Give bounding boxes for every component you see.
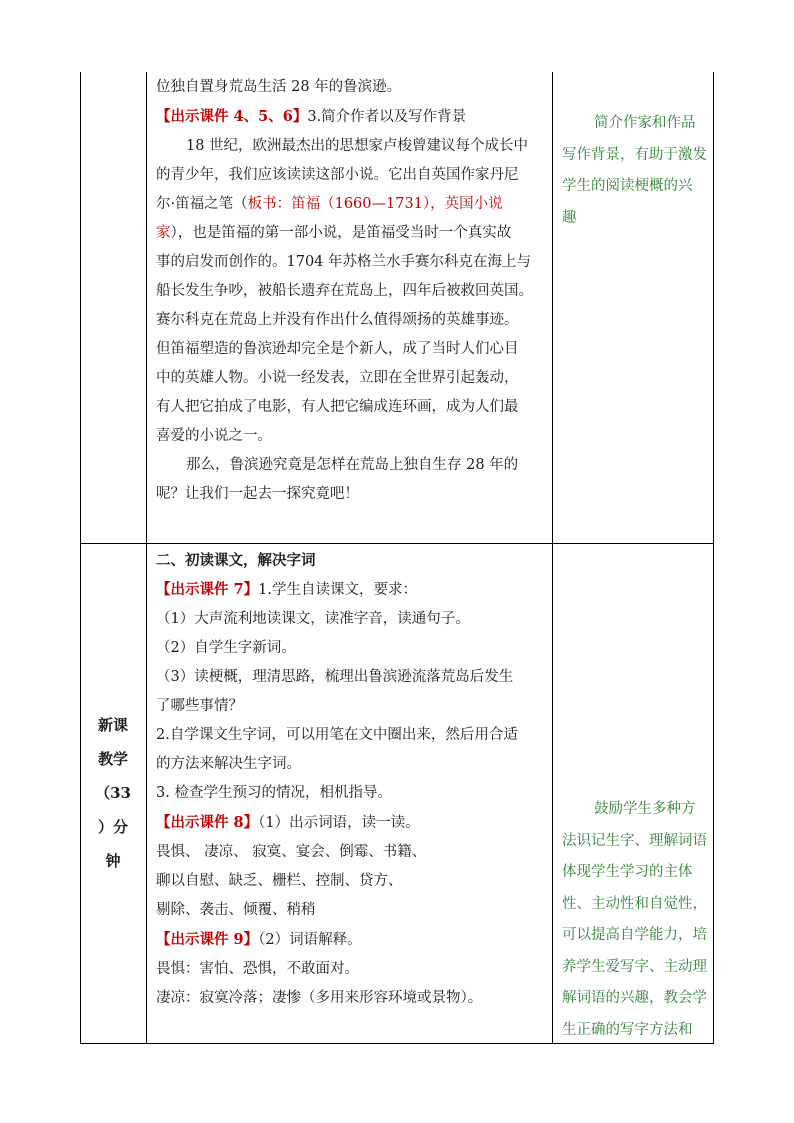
- blackboard-note: 板书：笛福（1660—1731），英国小说: [247, 196, 503, 212]
- note-line: 可以提高自学能力，培: [562, 927, 707, 943]
- text-line: 中的英雄人物。小说一经发表，立即在全世界引起轰动，: [156, 370, 519, 386]
- section-title: 3.简介作者以及写作背景: [307, 109, 467, 125]
- label-line: 新课: [97, 716, 128, 734]
- table-divider-1: [146, 72, 147, 1044]
- note-line: 解词语的兴趣，教会学: [562, 990, 707, 1006]
- text-line: （2）自学生字新词。: [156, 640, 296, 656]
- text-line: 事的启发而创作的。1704 年苏格兰水手赛尔科克在海上与: [156, 254, 532, 270]
- note-line: 写作背景，有助于激发: [562, 146, 707, 163]
- note-line: 鼓励学生多种方: [594, 801, 696, 817]
- text-span: （2）词语解释。: [258, 932, 362, 948]
- text-line: 赛尔科克在荒岛上并没有作出什么值得颂扬的英雄事迹。: [156, 312, 519, 328]
- text-line: 但笛福塑造的鲁滨逊却完全是个新人，成了当时人们心目: [156, 341, 519, 357]
- label-line: 钟: [105, 852, 121, 870]
- text-line: 呢？让我们一起去一探究竟吧！: [156, 486, 359, 502]
- text-line: （1）大声流利地读课文，读准字音，读通句子。: [156, 611, 470, 627]
- text-span: ），也是笛福的第一部小说，是笛福受当时一个真实故: [170, 225, 512, 241]
- note-line: 趣: [562, 209, 577, 226]
- courseware-tag: 【出示课件 4、5、6】: [156, 108, 308, 125]
- text-line: 的方法来解决生字词。: [156, 756, 301, 772]
- text-line: [150, 219, 540, 248]
- text-line: [150, 575, 540, 605]
- blackboard-note: 家: [156, 225, 171, 241]
- row-divider: [80, 543, 714, 544]
- text-line: 的青少年，我们应该读读这部小说。它出自英国作家丹尼: [156, 167, 519, 183]
- label-line: （33: [95, 784, 131, 802]
- note-line: 简介作家和作品: [594, 115, 696, 131]
- note-line: 生正确的写字方法和: [562, 1021, 693, 1038]
- teaching-content-reading: [150, 546, 540, 1013]
- text-span: 尔·笛福之笔（: [156, 196, 248, 212]
- text-line: 位独自置身荒岛生活 28 年的鲁滨逊。: [156, 79, 402, 95]
- text-line: 3. 检查学生预习的情况，相机指导。: [156, 785, 392, 801]
- courseware-tag: 【出示课件 8】: [156, 814, 259, 831]
- text-line: [150, 102, 540, 132]
- note-line: 性、主动性和自觉性，: [562, 895, 707, 912]
- text-line: [150, 925, 540, 955]
- text-line: 了哪些事情？: [156, 698, 243, 714]
- text-line: 畏惧：害怕、恐惧，不敢面对。: [156, 961, 359, 977]
- text-line: 喜爱的小说之一。: [156, 428, 272, 444]
- label-line: 教学: [97, 750, 128, 768]
- text-line: 聊以自慰、缺乏、栅栏、控制、贷方、: [156, 873, 403, 889]
- text-line: [150, 190, 540, 219]
- text-line: 剔除、袭击、倾覆、稍稍: [156, 902, 316, 918]
- text-line: 18 世纪，欧洲最杰出的思想家卢梭曾建议每个成长中: [186, 138, 529, 154]
- text-line: 凄凉：寂寞冷落；凄惨（多用来形容环境或景物）。: [156, 990, 483, 1006]
- text-span: 1.学生自读课文，要求：: [258, 582, 417, 598]
- note-line: 养学生爱写字、主动理: [562, 958, 707, 975]
- table-divider-2: [552, 72, 553, 1044]
- note-line: 法识记生字、理解词语: [562, 832, 707, 849]
- section-label: [80, 708, 146, 878]
- text-line: 有人把它拍成了电影，有人把它编成连环画，成为人们最: [156, 399, 519, 415]
- teaching-content-intro: [150, 73, 540, 509]
- courseware-tag: 【出示课件 7】: [156, 581, 259, 598]
- design-intent-bottom: [556, 794, 714, 1046]
- section-heading: 二、初读课文，解决字词: [156, 552, 316, 569]
- table-border-left: [80, 72, 81, 1044]
- text-line: 2.自学课文生字词，可以用笔在文中圈出来，然后用合适: [156, 727, 518, 743]
- text-line: 船长发生争吵，被船长遗弃在荒岛上，四年后被救回英国。: [156, 283, 533, 299]
- text-span: （1）出示词语，读一读。: [258, 815, 420, 831]
- note-line: 体现学生学习的主体: [562, 864, 693, 880]
- note-line: 学生的阅读梗概的兴: [562, 178, 693, 194]
- text-line: 那么，鲁滨逊究竟是怎样在荒岛上独自生存 28 年的: [186, 457, 519, 473]
- lesson-plan-table: [80, 72, 714, 1044]
- text-line: [150, 808, 540, 838]
- courseware-tag: 【出示课件 9】: [156, 931, 259, 948]
- text-line: 畏惧、 凄凉、 寂寞、宴会、倒霉、书籍、: [156, 844, 427, 860]
- text-line: （3）读梗概，理清思路，梳理出鲁滨逊流落荒岛后发生: [156, 669, 514, 685]
- design-intent-top: [556, 108, 714, 234]
- label-line: ）分: [97, 818, 128, 836]
